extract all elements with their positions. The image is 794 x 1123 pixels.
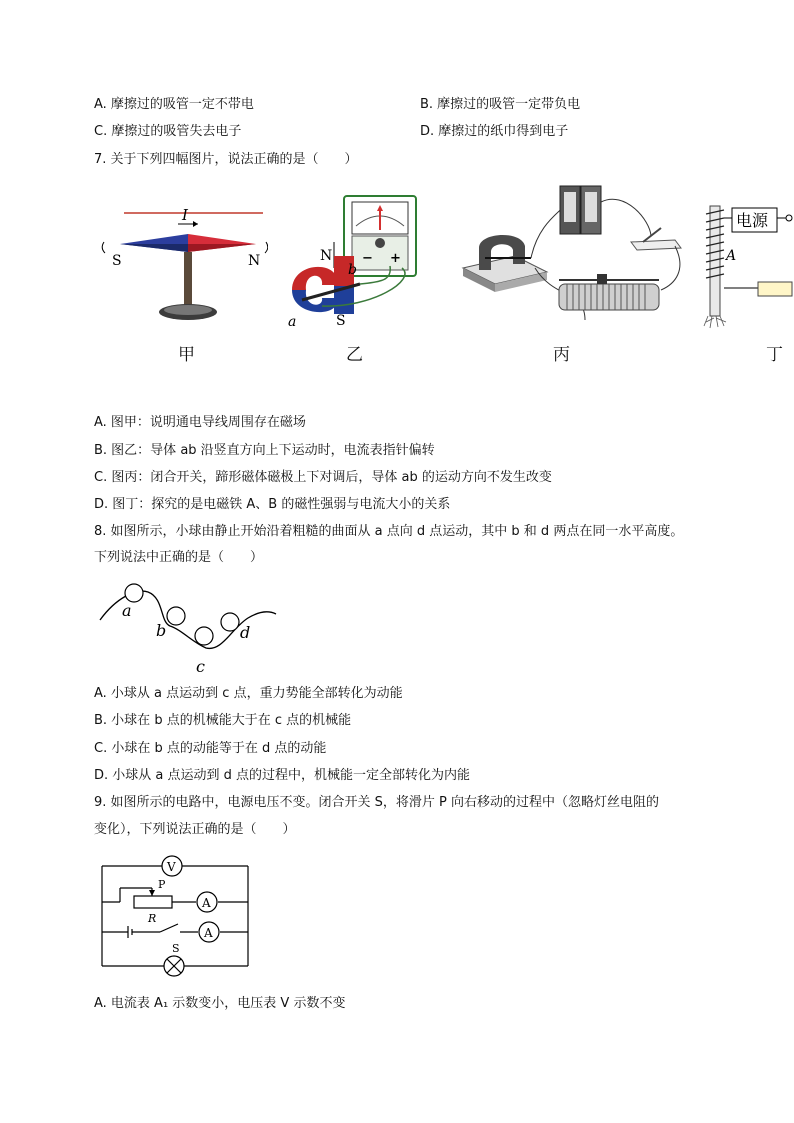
label-b: b — [348, 262, 357, 278]
label-p: P — [158, 878, 166, 891]
q9-circuit-figure — [98, 852, 258, 982]
ball-a — [125, 584, 143, 602]
label-r: R — [148, 912, 157, 925]
q7-option-a: A. 图甲：说明通电导线周围存在磁场 — [94, 415, 306, 430]
q6-option-c: C. 摩擦过的吸管失去电子 — [94, 124, 242, 139]
q9-stem-1: 9. 如图所示的电路中，电源电压不变。闭合开关 S，将滑片 P 向右移动的过程中（忽略灯丝电阻的 — [94, 795, 660, 810]
q7-option-c: C. 图丙：闭合开关，蹄形磁体磁极上下对调后，导体 ab 的运动方向不发生改变 — [94, 470, 552, 485]
q8-option-c: C. 小球在 b 点的动能等于在 d 点的动能 — [94, 741, 327, 756]
label-d: d — [240, 623, 251, 642]
label-s: S — [172, 942, 180, 955]
fig-bing-caption: 丙 — [553, 345, 570, 365]
label-s: S — [112, 253, 122, 269]
meter-plus: + — [390, 251, 401, 266]
q8-option-a: A. 小球从 a 点运动到 c 点，重力势能全部转化为动能 — [94, 686, 403, 701]
ball-d — [221, 613, 239, 631]
label-a: a — [122, 601, 132, 620]
fig-jia-compass — [98, 200, 268, 330]
label-a: A — [726, 248, 737, 264]
q9-option-a: A. 电流表 A₁ 示数变小，电压表 V 示数不变 — [94, 996, 346, 1011]
label-c: c — [196, 657, 205, 676]
label-n: N — [320, 248, 333, 264]
q7-option-b: B. 图乙：导体 ab 沿竖直方向上下运动时，电流表指针偏转 — [94, 443, 435, 458]
q8-option-b: B. 小球在 b 点的机械能大于在 c 点的机械能 — [94, 713, 352, 728]
voltmeter-label: V — [167, 860, 176, 874]
q7-option-d: D. 图丁：探究的是电磁铁 A、B 的磁性强弱与电流大小的关系 — [94, 497, 451, 512]
fig-yi-caption: 乙 — [346, 345, 363, 365]
fig-yi-induction — [282, 190, 432, 335]
q6-option-b: B. 摩擦过的吸管一定带负电 — [420, 97, 581, 112]
q6-option-a: A. 摩擦过的吸管一定不带电 — [94, 97, 254, 112]
fig-bing-motor — [455, 180, 685, 330]
meter-minus: − — [362, 251, 373, 266]
label-s: S — [336, 313, 346, 329]
q7-stem: 7. 关于下列四幅图片，说法正确的是（ ） — [94, 152, 358, 167]
fig-jia-caption: 甲 — [178, 345, 195, 365]
q8-option-d: D. 小球从 a 点运动到 d 点的过程中，机械能一定全部转化为内能 — [94, 768, 471, 783]
q9-stem-2: 变化），下列说法正确的是（ ） — [94, 822, 296, 837]
label-current-i: I — [182, 206, 188, 224]
power-label: 电源 — [736, 211, 769, 230]
q8-curve-figure — [98, 578, 280, 678]
ammeter-2-label: A — [204, 926, 213, 940]
label-n: N — [248, 253, 261, 269]
fig-ding-electromagnet — [700, 198, 794, 330]
label-b: b — [156, 621, 167, 640]
q8-stem-2: 下列说法中正确的是（ ） — [94, 550, 264, 565]
label-a: a — [288, 314, 297, 330]
q6-option-d: D. 摩擦过的纸巾得到电子 — [420, 124, 569, 139]
ball-c — [195, 627, 213, 645]
fig-ding-caption: 丁 — [766, 345, 783, 365]
q8-stem-1: 8. 如图所示，小球由静止开始沿着粗糙的曲面从 a 点向 d 点运动，其中 b 和 d 两点在同一水平高度。 — [94, 524, 684, 539]
ball-b — [167, 607, 185, 625]
ammeter-1-label: A — [202, 896, 211, 910]
